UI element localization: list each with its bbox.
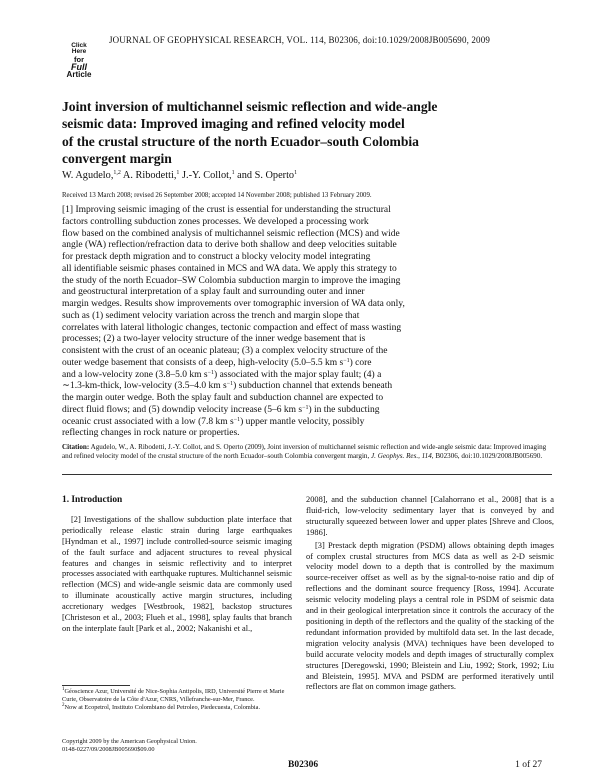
affiliation-marker: 1 bbox=[176, 170, 180, 176]
abstract-line: correlates with lateral lithologic changes, tectonic compaction and effect of mass wasting bbox=[62, 322, 402, 333]
abstract-line: margin wedges. Results show improvements over tomographic inversion of WA data only, bbox=[62, 299, 405, 309]
abstract-line: flow based on the combined analysis of multichannel seismic reflection (MCS) and wide bbox=[62, 228, 400, 239]
abstract-line: oceanic crust associated with a low (7.8 km $s^{-1}$) upper mantle velocity, possibly bbox=[62, 416, 365, 427]
citation-doi: B02306, doi:10.1029/2008JB005690. bbox=[435, 452, 543, 461]
citation-text: Agudelo, W., A. Ribodetti, J.-Y. Collot, and S. Operto (2009), Joint inversion of multichannel seismic reflection and wide-angle seismic data: Improved imaging and refined velocity model of the crustal structure of the north Ecuador–south Colombia convergent margin, bbox=[62, 443, 547, 461]
section-heading: 1. Introduction bbox=[62, 495, 123, 505]
logo-line: for bbox=[74, 54, 84, 64]
abstract-line: the margin outer wedge. Both the splay fault and subduction channel are expected to bbox=[62, 393, 384, 403]
author-name: J.-Y. Collot, bbox=[181, 170, 232, 181]
abstract-line: outer wedge basement that consists of a deep, high-velocity (5.0–5.5 km $s^{-1}$) core bbox=[62, 357, 372, 368]
exponent: −1 bbox=[233, 416, 241, 423]
affiliation-marker: 1 bbox=[294, 170, 298, 176]
abstract-line: and geostructural interpretation of a splay fault and surrounding outer and inner bbox=[62, 287, 365, 298]
abstract-line: direct fluid flows; and (5) downdip velocity increase (5–6 km $s^{-1}$) in the subducting bbox=[62, 404, 380, 415]
author-conjunction: and bbox=[237, 170, 253, 181]
exponent: −1 bbox=[207, 369, 215, 376]
exponent: −1 bbox=[226, 381, 234, 388]
abstract-line: and a low-velocity zone (3.8–5.0 km $s^{-1}$) associated with the major splay fault; (4) a bbox=[62, 369, 382, 380]
copyright bbox=[62, 738, 197, 755]
abstract-line: ∼1.3-km-thick, low-velocity (3.5–4.0 km $s^{-1}$) subduction channel that extends beneath bbox=[62, 381, 393, 392]
paragraph-marker: [1] bbox=[62, 205, 74, 215]
logo-line: Full bbox=[71, 61, 87, 72]
abstract-line: processes; (2) a two-layer velocity structure of the inner wedge basement that is bbox=[62, 334, 366, 345]
title-line: convergent margin bbox=[62, 151, 172, 167]
copyright-line: 0148-0227/09/2008JB005690$09.00 bbox=[62, 746, 155, 754]
paragraph: [3] Prestack depth migration (PSDM) allows obtaining depth images of complex crustal structures from MCS data as well as 2-D seismic velocity model down to a depth that is controlled by the maximum source-receiver offset as well as by the signal-to-noise ratio and dip of reflections and the dominant source frequency [Ross, 1994]. Accurate seismic velocity modeling plays a central role in PSDM of seismic data and in their geological interpretation since it controls the accuracy of the positioning in depth of the reflectors and the quality of the stacking of the redundant information provided by multifold data set. In the last decade, migration velocity analysis (MVA) techniques have been developed to build accurate velocity models and depth images of structurally complex structures [Deregowski, 1990; Bleistein and Liu, 1992; Stork, 1992; Liu and Bleistein, 1995]. MVA and PSDM are performed iteratively until reflectors are flat on common image gathers. bbox=[306, 540, 554, 692]
abstract-line: reflecting changes in rock nature or properties. bbox=[62, 428, 240, 439]
section-divider bbox=[62, 474, 552, 475]
logo-line: Article bbox=[66, 70, 92, 80]
abstract-line: [1] Improving seismic imaging of the crust is essential for understanding the structural bbox=[62, 205, 391, 215]
full-article-logo[interactable] bbox=[58, 44, 100, 78]
abstract bbox=[62, 205, 488, 440]
footnote: $^2$Now at Ecopetrol, Instituto Colombiano del Petroleo, Piedecuesta, Colombia. bbox=[62, 703, 261, 712]
title-line: of the crustal structure of the north Ecuador–south Colombia bbox=[62, 133, 419, 149]
footnote-marker: 1 bbox=[62, 687, 65, 692]
title-line: Joint inversion of multichannel seismic reflection and wide-angle bbox=[62, 99, 438, 114]
author-name: S. Operto bbox=[254, 170, 295, 181]
author-name: A. Ribodetti, bbox=[122, 170, 177, 181]
received-dates: Received 13 March 2008; revised 26 September 2008; accepted 14 November 2008; published 13 February 2009. bbox=[62, 192, 372, 199]
affiliation-marker: 1,2 bbox=[113, 170, 121, 176]
logo-line: Click bbox=[71, 42, 87, 50]
abstract-line: factors controlling subduction zones processes. We developed a processing work bbox=[62, 216, 369, 227]
exponent: −1 bbox=[343, 357, 350, 364]
author-name: W. Agudelo, bbox=[62, 170, 114, 181]
abstract-line: all identifiable seismic phases contained in MCS and WA data. We apply this strategy to bbox=[62, 263, 397, 274]
copyright-line: Copyright 2009 by the American Geophysical Union. bbox=[62, 738, 197, 745]
logo-line: Here bbox=[71, 48, 87, 56]
abstract-line: the study of the north Ecuador–SW Colombia subduction margin to improve the imaging bbox=[62, 275, 401, 286]
paragraph: [2] Investigations of the shallow subduction plate interface that periodically release elastic strain during large earthquakes [Hyndman et al., 1997] include controlled-source seismic imaging of the fault surface and adjacent structures to reveal physical features and changes in seismic reflectivity and to interpret processes associated with earthquake ruptures. Multichannel seismic reflection (MCS) and wide-angle seismic data are commonly used to illuminate acoustically active margin structures, including accretionary wedges [Westbrook, 1982], backstop structures [Christeson et al., 2003; Flueh et al., 1998], splay faults that branch on the interplate fault [Park et al., 2002; Nakanishi et al., bbox=[62, 514, 293, 633]
footnotes bbox=[62, 688, 292, 713]
article-id: B02306 bbox=[288, 760, 319, 770]
title-line: seismic data: Improved imaging and refined velocity model bbox=[62, 116, 405, 132]
page-number: 1 of 27 bbox=[515, 760, 542, 770]
affiliation-marker: 1 bbox=[231, 170, 235, 176]
abstract-line: for prestack depth migration and to construct a blocky velocity model integrating bbox=[62, 252, 371, 262]
paragraph: 2008], and the subduction channel [Calahorrano et al., 2008] that is a fluid-rich, low-velocity sedimentary layer that is conveyed by and structurally squeezed between lower and upper plates [Shreve and Cloos, 1986]. bbox=[306, 495, 554, 537]
footnote: $^1$Géoscience Azur, Université de Nice-Sophia Antipolis, IRD, Université Pierre et Marie Curie, Observatoire de la Côte d'Azur, CNRS, Villefranche-sur-Mer, France. bbox=[62, 687, 285, 704]
right-column bbox=[306, 495, 554, 693]
paper-title bbox=[62, 98, 552, 168]
abstract-line: consistent with the crust of an oceanic plateau; (3) a complex velocity structure of the bbox=[62, 346, 388, 356]
footnote-marker: 2 bbox=[62, 703, 65, 709]
citation-journal: J. Geophys. Res., 114, bbox=[371, 452, 434, 461]
citation bbox=[62, 443, 552, 462]
author-list bbox=[62, 170, 297, 181]
citation-label: Citation: bbox=[62, 443, 90, 451]
abstract-line: such as (1) sediment velocity variation across the trench and margin slope that bbox=[62, 310, 360, 321]
exponent: −1 bbox=[302, 404, 309, 411]
abstract-line: angle (WA) reflection/refraction data to derive both shallow and deep velocities suitable bbox=[62, 240, 397, 251]
left-column bbox=[62, 495, 292, 635]
footnote-divider bbox=[62, 685, 130, 686]
running-head: JOURNAL OF GEOPHYSICAL RESEARCH, VOL. 114, B02306, doi:10.1029/2008JB005690, 2009 bbox=[108, 35, 490, 45]
